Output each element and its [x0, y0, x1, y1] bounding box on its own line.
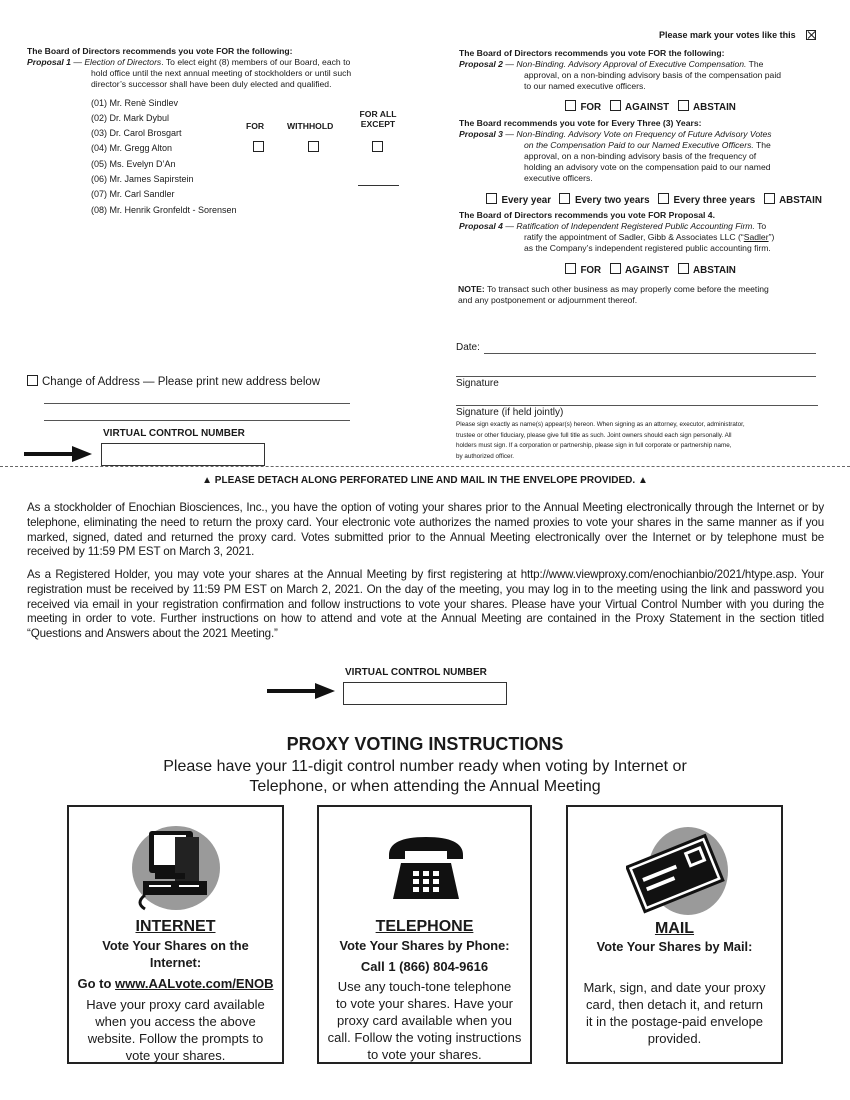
proposal4-board-rec: The Board of Directors recommends you vote FOR Proposal 4. — [459, 210, 715, 220]
nominee-02: (02) Dr. Mark Dybul — [91, 113, 170, 123]
internet-sub-l1: Vote Your Shares on the — [102, 938, 249, 953]
nominee-08: (08) Mr. Henrik Gronfeldt - Sorensen — [91, 205, 237, 215]
p4-for-label: FOR — [580, 265, 602, 276]
proposal2-title: Non-Binding. Advisory Approval of Executive Compensation. — [516, 59, 747, 69]
note-line1: To transact such other business as may properly come before the meeting — [484, 284, 769, 294]
mail-box — [566, 805, 783, 1064]
mail-body-1: Mark, sign, and date your proxy — [583, 980, 766, 995]
telephone-body-1: Use any touch-tone telephone — [337, 979, 512, 994]
col-withhold-header: WITHHOLD — [287, 121, 334, 131]
vcn-label-top: VIRTUAL CONTROL NUMBER — [103, 428, 245, 439]
proposal2-text — [459, 59, 763, 70]
sign-note-2: trustee or other fiduciary, please give full title as such. Joint owners should each sign personally. All — [456, 431, 732, 439]
p3-every-two-checkbox[interactable] — [559, 193, 570, 204]
telephone-subtitle: Vote Your Shares by Phone: — [339, 938, 510, 953]
telephone-title: TELEPHONE — [375, 918, 474, 935]
registered-holder-paragraph: As a Registered Holder, you may vote your shares at the Annual Meeting by first registering at http://www.viewproxy.com/enochianbio/2021/htype.asp. Your registration must be received by 11:59 PM EST on March 2, 2021. On the day of the meeting, you may log in to the meeting using the link and password you received via email in your registration confirmation and follow instructions to vote your shares. Please have your Virtual Control Number with you during the meeting in order to vote. Further instructions on how to attend and vote at the Annual Meeting are contained in the Proxy Statement in the section titled “Questions and Answers about the 2021 Meeting.” — [27, 568, 824, 641]
p4-against-checkbox[interactable] — [610, 263, 621, 274]
proposal2-options — [565, 97, 740, 115]
proposal4-line3: as the Company’s independent registered public accounting firm. — [524, 243, 771, 253]
signature-label: Signature — [456, 378, 499, 389]
telephone-body-4: call. Follow the voting instructions — [327, 1030, 522, 1045]
internet-body-3: website. Follow the prompts to — [87, 1031, 264, 1046]
internet-sub-l2: Internet: — [149, 955, 202, 970]
nominee-04: (04) Mr. Gregg Alton — [91, 143, 173, 153]
proposal1-dash: — — [73, 57, 82, 67]
internet-url-link[interactable]: www.AALvote.com/ENOB — [115, 976, 274, 991]
internet-goto-text: Go to — [77, 976, 116, 991]
nominee-06: (06) Mr. James Sapirstein — [91, 174, 194, 184]
p4-for-checkbox[interactable] — [565, 263, 576, 274]
electronic-voting-paragraph: As a stockholder of Enochian Biosciences, Inc., you have the option of voting your shares prior to the Annual Meeting electronically through the Internet or by telephone, eliminating the need to return the proxy card. Your electronic vote authorizes the named proxies to vote your shares in the same manner as if you marked, signed, dated and returned the proxy card. Votes submitted prior to the Annual Meeting electronically over the Internet or by telephone must be received by 11:59 PM EST on March 3, 2021. — [27, 501, 824, 559]
p2-against-checkbox[interactable] — [610, 100, 621, 111]
proposal1-board-rec: The Board of Directors recommends you vote FOR the following: — [27, 46, 293, 56]
joint-signature-label: Signature (if held jointly) — [456, 407, 564, 418]
proxy-subtitle-l1: Please have your 11-digit control number ready when voting by Internet or — [163, 758, 687, 775]
nominee-03: (03) Dr. Carol Brosgart — [91, 128, 182, 138]
except-write-line[interactable] — [358, 185, 399, 186]
internet-goto — [69, 975, 282, 992]
note-label: NOTE: — [458, 284, 485, 294]
proposal1-text — [27, 57, 407, 68]
vcn-field-bottom[interactable] — [343, 682, 507, 705]
proposal3-title-l1: Non-Binding. Advisory Vote on Frequency of Future Advisory Votes — [516, 129, 772, 139]
p1-withhold-checkbox[interactable] — [308, 141, 319, 152]
address-line-1[interactable] — [44, 403, 350, 404]
p3-every-year-label: Every year — [501, 195, 552, 206]
proposal3-line5: executive officers. — [524, 173, 593, 183]
proposal4-line2c: ”) — [768, 232, 775, 242]
date-label: Date: — [456, 342, 480, 353]
proposal1-line3: director’s successor shall have been duly elected and qualified. — [91, 79, 332, 89]
proposal3-text — [459, 129, 772, 140]
internet-box — [67, 805, 284, 1064]
telephone-body-2: to vote your shares. Have your — [335, 996, 514, 1011]
vcn-field-top[interactable] — [101, 443, 265, 466]
proposal1-label: Proposal 1 — [27, 57, 71, 67]
nominee-01: (01) Mr. Renè Sindlev — [91, 98, 179, 108]
mail-body-4: provided. — [647, 1031, 702, 1046]
p4-against-label: AGAINST — [625, 265, 670, 276]
proposal3-line3: approval, on a non-binding advisory basis of the frequency of — [524, 151, 757, 161]
proposal4-sadler: Sadler — [743, 232, 769, 242]
proposal4-dash: — — [505, 221, 514, 231]
proxy-subtitle-l2: Telephone, or when attending the Annual Meeting — [249, 778, 601, 795]
p3-every-two-label: Every two years — [574, 195, 650, 206]
internet-body-4: vote your shares. — [125, 1048, 226, 1063]
proxy-title: PROXY VOTING INSTRUCTIONS — [286, 734, 564, 754]
checkbox-x-icon — [806, 30, 816, 40]
signature-line[interactable] — [456, 376, 816, 377]
telephone-body-5: to vote your shares. — [367, 1047, 482, 1062]
arrow-right-icon — [24, 446, 94, 462]
telephone-body-3: proxy card available when you — [337, 1013, 512, 1028]
p3-every-three-label: Every three years — [673, 195, 756, 206]
sign-instructions — [456, 420, 826, 462]
telephone-call[interactable]: Call 1 (866) 804-9616 — [360, 959, 489, 974]
note — [458, 284, 769, 295]
sign-note-4: by authorized officer. — [456, 452, 514, 460]
proposal3-line4: holding an advisory vote on the compensation paid to our named — [524, 162, 771, 172]
proposal2-line2: approval, on a non-binding advisory basis of the compensation paid — [524, 70, 782, 80]
proposal3-dash: — — [505, 129, 514, 139]
nominee-07: (07) Mr. Carl Sandler — [91, 189, 175, 199]
p2-for-checkbox[interactable] — [565, 100, 576, 111]
sign-note-3: holders must sign. If a corporation or partnership, please sign in full corporate or partnership name, — [456, 442, 732, 449]
proposal4-label: Proposal 4 — [459, 221, 503, 231]
arrow-right-icon — [267, 683, 337, 699]
proposal3-options — [486, 190, 826, 208]
col-forall-except-header — [357, 109, 399, 129]
col-forall-l2: EXCEPT — [360, 119, 396, 129]
p2-for-label: FOR — [580, 102, 602, 113]
internet-body — [69, 996, 282, 1064]
internet-subtitle — [69, 937, 282, 971]
p4-abstain-label: ABSTAIN — [693, 265, 736, 276]
proposal3-label: Proposal 3 — [459, 129, 503, 139]
nominee-05: (05) Ms. Evelyn D’An — [91, 159, 176, 169]
date-line[interactable] — [484, 353, 816, 354]
proposal4-line2a: ratify the appointment of Sadler, Gibb & Associates LLC (“ — [524, 232, 744, 242]
mail-title: MAIL — [654, 920, 695, 937]
mail-body — [568, 979, 781, 1047]
col-for-header: FOR — [246, 121, 265, 131]
proxy-subtitle — [0, 757, 850, 797]
computer-icon — [131, 823, 221, 913]
proposal2-board-rec: The Board of Directors recommends you vote FOR the following: — [459, 48, 725, 58]
proposal1-line1: . To elect eight (8) members of our Board, each to — [161, 57, 351, 67]
change-address-label: Change of Address — Please print new address below — [42, 376, 321, 388]
internet-title: INTERNET — [135, 918, 216, 935]
mail-body-2: card, then detach it, and return — [585, 997, 764, 1012]
proposal3-line2 — [524, 140, 771, 151]
proposal4-title: Ratification of Independent Registered Public Accounting Firm. — [516, 221, 755, 231]
p1-forall-except-checkbox[interactable] — [372, 141, 383, 152]
envelope-icon — [626, 825, 730, 917]
p4-abstain-checkbox[interactable] — [678, 263, 689, 274]
mark-votes-text: Please mark your votes like this — [659, 30, 796, 40]
joint-signature-line[interactable] — [456, 405, 818, 406]
proposal1-line2: hold office until the next annual meeting of stockholders or until such — [91, 68, 352, 78]
p1-for-checkbox[interactable] — [253, 141, 264, 152]
proposal3-board-rec: The Board recommends you vote for Every Three (3) Years: — [459, 118, 702, 128]
detach-instruction: ▲ PLEASE DETACH ALONG PERFORATED LINE AND MAIL IN THE ENVELOPE PROVIDED. ▲ — [202, 475, 648, 486]
address-line-2[interactable] — [44, 420, 350, 421]
p2-abstain-checkbox[interactable] — [678, 100, 689, 111]
proposal4-line2 — [524, 232, 774, 243]
mark-votes-instruction — [659, 30, 816, 40]
sign-note-1: Please sign exactly as name(s) appear(s) hereon. When signing as an attorney, executor, administrator, — [456, 421, 745, 428]
proposal2-dash: — — [505, 59, 514, 69]
vcn-label-bottom: VIRTUAL CONTROL NUMBER — [345, 667, 487, 678]
p2-against-label: AGAINST — [625, 102, 670, 113]
proposal1-title: Election of Directors — [84, 57, 162, 67]
internet-body-1: Have your proxy card available — [86, 997, 265, 1012]
proposal4-line1b: To — [754, 221, 767, 231]
p2-abstain-label: ABSTAIN — [693, 102, 736, 113]
proposal3-line2b: The — [753, 140, 771, 150]
proposal2-label: Proposal 2 — [459, 59, 503, 69]
p3-abstain-checkbox[interactable] — [764, 193, 775, 204]
proposal4-text — [459, 221, 766, 232]
telephone-box — [317, 805, 532, 1064]
proposal2-line3: to our named executive officers. — [524, 81, 646, 91]
p3-abstain-label: ABSTAIN — [779, 195, 822, 206]
proposal4-options — [565, 260, 740, 278]
note-line2: and any postponement or adjournment thereof. — [458, 295, 638, 305]
p3-every-year-checkbox[interactable] — [486, 193, 497, 204]
proposal3-title-l2: on the Compensation Paid to our Named Executive Officers. — [524, 140, 754, 150]
mail-subtitle: Vote Your Shares by Mail: — [596, 939, 753, 954]
perforated-line — [0, 466, 850, 467]
proposal2-line1b: The — [746, 59, 764, 69]
change-address — [27, 375, 320, 388]
col-forall-l1: FOR ALL — [359, 109, 397, 119]
p3-every-three-checkbox[interactable] — [658, 193, 669, 204]
telephone-icon — [385, 833, 467, 903]
change-address-checkbox[interactable] — [27, 375, 38, 386]
mail-body-3: it in the postage-paid envelope — [585, 1014, 764, 1029]
internet-body-2: when you access the above — [95, 1014, 256, 1029]
telephone-body — [319, 978, 530, 1063]
